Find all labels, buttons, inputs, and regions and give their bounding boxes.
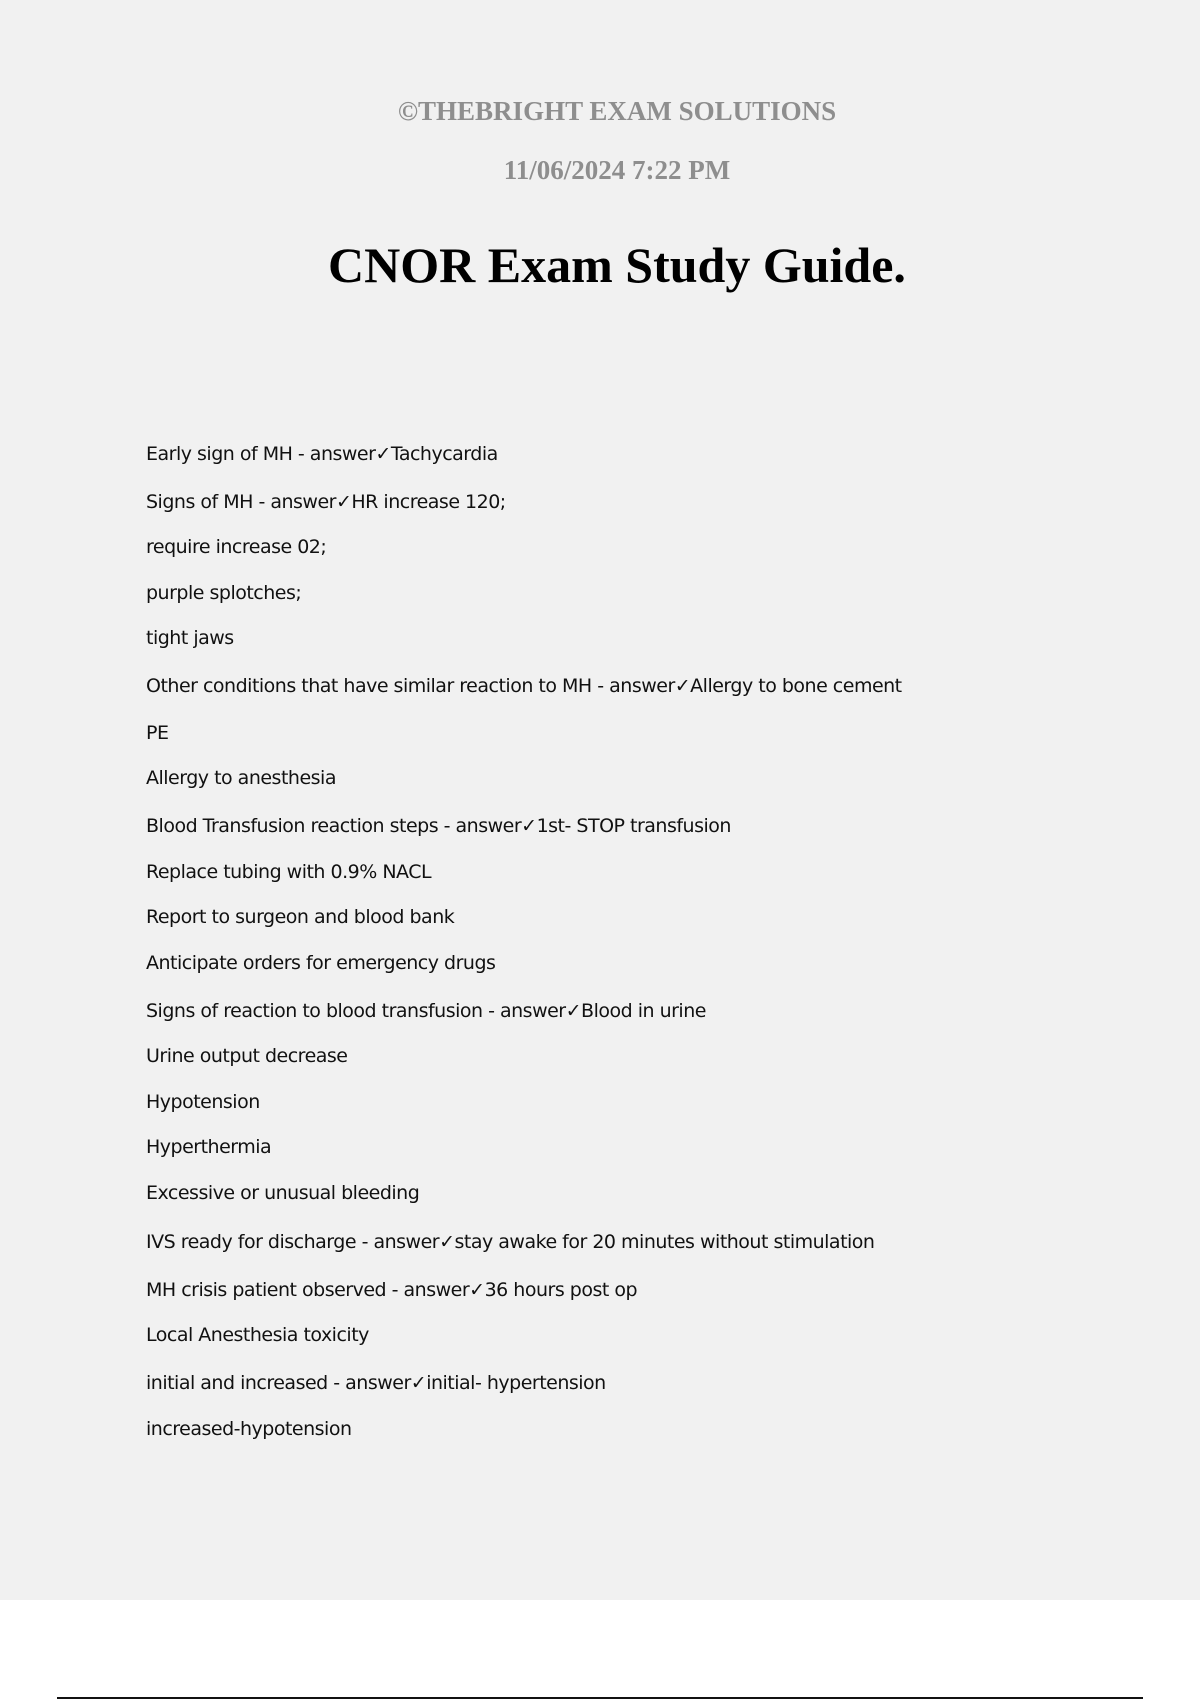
note-line: Local Anesthesia toxicity xyxy=(146,1324,369,1346)
watermark-company: ©THEBRIGHT EXAM SOLUTIONS xyxy=(397,96,837,126)
note-line: Excessive or unusual bleeding xyxy=(146,1182,420,1204)
note-line: purple splotches; xyxy=(146,582,302,604)
note-line: Replace tubing with 0.9% NACL xyxy=(146,861,432,883)
note-line: PE xyxy=(146,722,169,744)
note-line: Signs of MH - answer✓HR increase 120; xyxy=(146,491,506,513)
note-line: Hypotension xyxy=(146,1091,260,1113)
note-line: initial and increased - answer✓initial- hypertension xyxy=(146,1372,606,1394)
note-line: increased-hypotension xyxy=(146,1418,352,1440)
note-line: Anticipate orders for emergency drugs xyxy=(146,952,496,974)
footer-divider xyxy=(57,1697,1143,1699)
note-line: Hyperthermia xyxy=(146,1136,272,1158)
note-line: Report to surgeon and blood bank xyxy=(146,906,455,928)
watermark-datetime: 11/06/2024 7:22 PM xyxy=(503,155,731,185)
note-line: Other conditions that have similar reaction to MH - answer✓Allergy to bone cement xyxy=(146,675,902,697)
note-line: Blood Transfusion reaction steps - answer✓1st- STOP transfusion xyxy=(146,815,731,837)
note-line: tight jaws xyxy=(146,627,234,649)
note-line: Early sign of MH - answer✓Tachycardia xyxy=(146,443,498,465)
note-line: IVS ready for discharge - answer✓stay awake for 20 minutes without stimulation xyxy=(146,1231,875,1253)
note-line: MH crisis patient observed - answer✓36 hours post op xyxy=(146,1279,638,1301)
note-line: Signs of reaction to blood transfusion - answer✓Blood in urine xyxy=(146,1000,706,1022)
document-title: CNOR Exam Study Guide. xyxy=(328,237,906,293)
note-line: Allergy to anesthesia xyxy=(146,767,336,789)
note-line: require increase 02; xyxy=(146,536,327,558)
note-line: Urine output decrease xyxy=(146,1045,348,1067)
